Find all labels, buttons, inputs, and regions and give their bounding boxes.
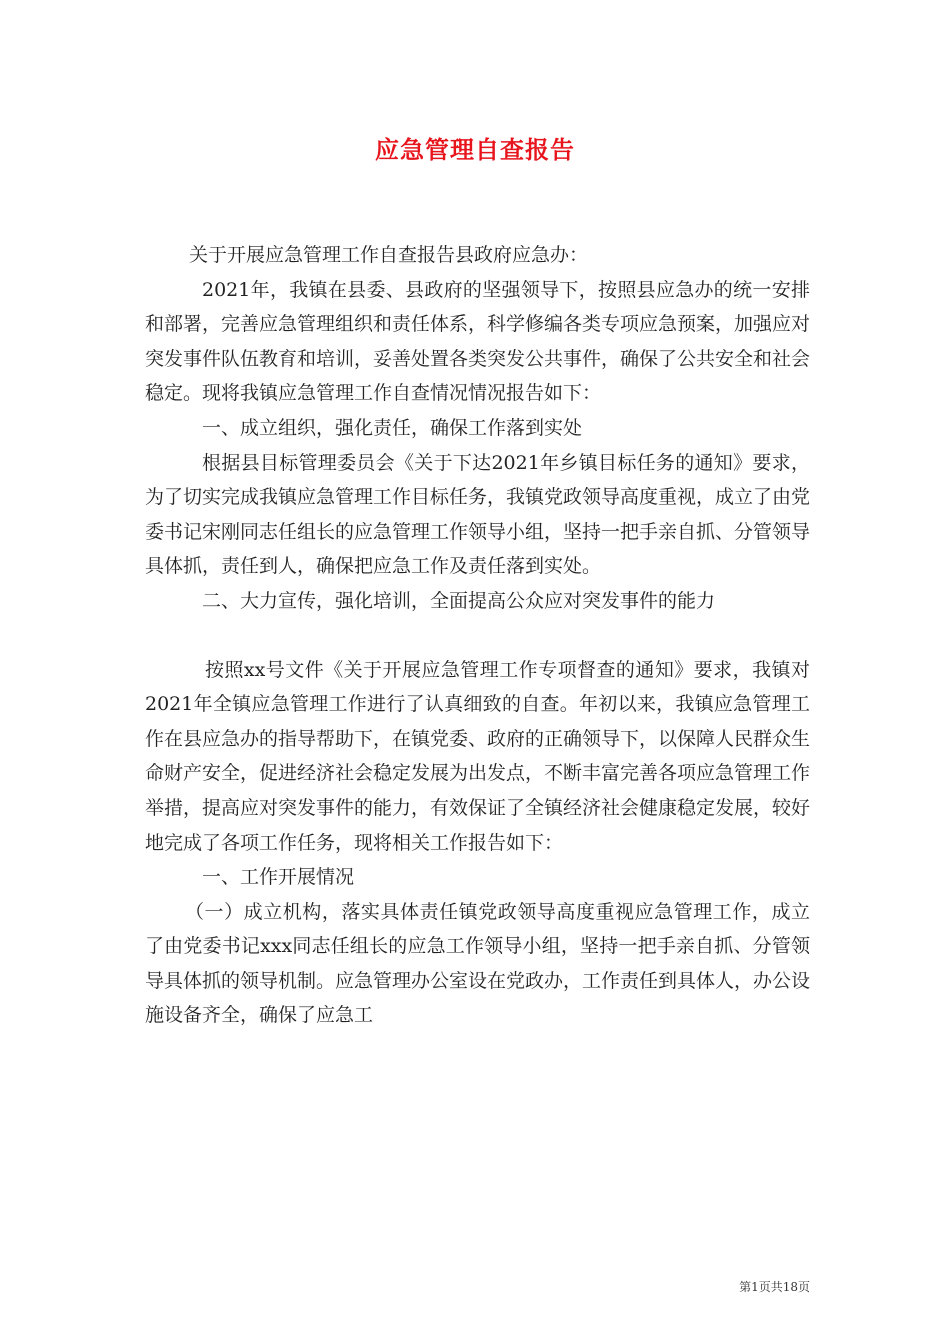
section-heading-work-status: 一、工作开展情况	[202, 866, 355, 889]
paragraph-salutation: 关于开展应急管理工作自查报告县政府应急办：	[189, 244, 589, 266]
paragraph-intro: 2021年，我镇在县委、县政府的坚强领导下，按照县应急办的统一安排和部署，完善应急管理组织和责任体系，科学修编各类专项应急预案，加强应对突发事件队伍教育和培训，妥善处置各类突发公共事件，确保了公共安全和社会稳定。现将我镇应急管理工作自查情况情况报告如下：	[145, 278, 811, 405]
document-body	[145, 238, 810, 1033]
document-title: 应急管理自查报告	[375, 135, 575, 164]
section-heading-1: 一、成立组织，强化责任，确保工作落到实处	[202, 416, 583, 439]
paragraph-section-1: 根据县目标管理委员会《关于下达2021年乡镇目标任务的通知》要求，为了切实完成我镇应急管理工作目标任务，我镇党政领导高度重视，成立了由党委书记宋刚同志任组长的应急管理工作领导小组，坚持一把手亲自抓、分管领导具体抓，责任到人，确保把应急工作及责任落到实处。	[145, 451, 811, 578]
page-number: 第1页共18页	[739, 1280, 810, 1294]
paragraph-subsection-1: （一）成立机构，落实具体责任镇党政领导高度重视应急管理工作，成立了由党委书记xxx同志任组长的应急工作领导小组，坚持一把手亲自抓、分管领导具体抓的领导机制。应急管理办公室设在党政办，工作责任到具体人，办公设施设备齐全，确保了应急工	[145, 900, 811, 1027]
section-heading-2: 二、大力宣传，强化培训，全面提高公众应对突发事件的能力	[202, 589, 716, 612]
paragraph-section-2: 按照xx号文件《关于开展应急管理工作专项督查的通知》要求，我镇对2021年全镇应急管理工作进行了认真细致的自查。年初以来，我镇应急管理工作在县应急办的指导帮助下，在镇党委、政府的正确领导下，以保障人民群众生命财产安全，促进经济社会稳定发展为出发点，不断丰富完善各项应急管理工作举措，提高应对突发事件的能力，有效保证了全镇经济社会健康稳定发展，较好地完成了各项工作任务，现将相关工作报告如下：	[145, 658, 811, 854]
